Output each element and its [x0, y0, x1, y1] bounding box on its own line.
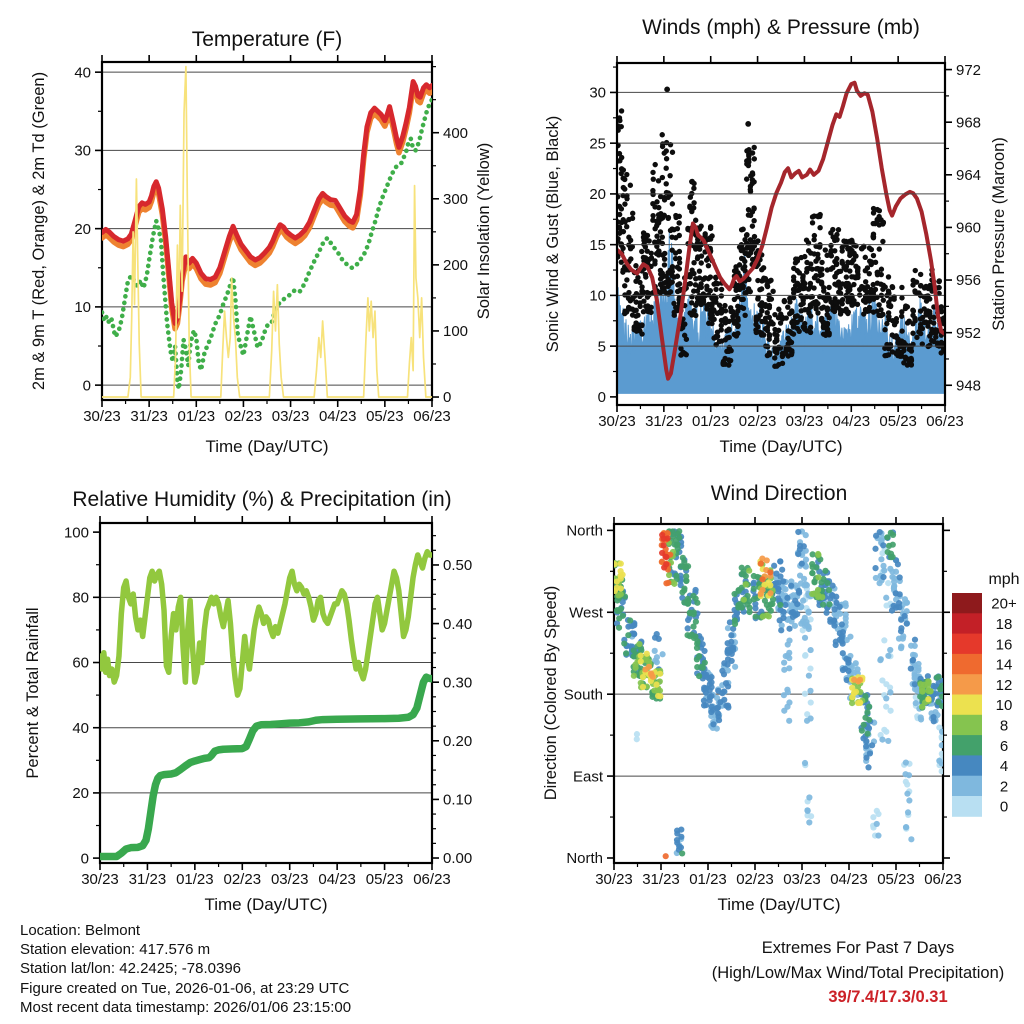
svg-text:02/23: 02/23: [738, 413, 777, 430]
svg-text:0.20: 0.20: [443, 732, 473, 750]
svg-text:300: 300: [443, 190, 469, 208]
svg-text:10: 10: [74, 299, 91, 317]
svg-text:2: 2: [999, 778, 1009, 796]
svg-text:60: 60: [72, 654, 89, 672]
recent-data-timestamp: Most recent data timestamp: 2026/01/06 23:15:00: [20, 998, 352, 1016]
svg-text:30: 30: [74, 142, 91, 160]
extremes-subheading: (High/Low/Max Wind/Total Precipitation): [711, 963, 1005, 982]
figure-created-timestamp: Figure created on Tue, 2026-01-06, at 23:29 UTC: [20, 979, 350, 997]
svg-text:0.10: 0.10: [443, 791, 473, 809]
svg-text:0.30: 0.30: [443, 674, 473, 692]
svg-text:0: 0: [597, 389, 606, 407]
svg-text:960: 960: [956, 219, 982, 237]
svg-text:05/23: 05/23: [879, 413, 917, 430]
svg-text:972: 972: [956, 61, 982, 79]
svg-text:06/23: 06/23: [413, 408, 451, 425]
svg-text:02/23: 02/23: [736, 871, 774, 888]
svg-text:968: 968: [956, 114, 982, 132]
station-info: [20, 921, 351, 1017]
svg-text:East: East: [572, 768, 603, 786]
svg-text:16: 16: [995, 636, 1013, 654]
extremes-summary: [648, 936, 1024, 1010]
svg-text:06/23: 06/23: [413, 871, 451, 888]
svg-text:North: North: [566, 522, 603, 540]
svg-text:04/23: 04/23: [832, 413, 871, 430]
winds-pressure-chart: [512, 0, 1024, 462]
svg-text:03/23: 03/23: [785, 413, 824, 430]
svg-text:12: 12: [995, 676, 1013, 694]
svg-text:25: 25: [589, 135, 606, 153]
svg-text:31/23: 31/23: [128, 871, 167, 888]
humidity-xlabel: Time (Day/UTC): [204, 895, 328, 914]
temperature-title: Temperature (F): [191, 28, 343, 51]
svg-text:30/23: 30/23: [83, 408, 121, 425]
svg-text:04/23: 04/23: [318, 871, 356, 888]
svg-text:4: 4: [999, 758, 1009, 776]
svg-text:964: 964: [956, 167, 982, 185]
svg-text:North: North: [566, 850, 603, 868]
svg-text:80: 80: [72, 589, 89, 607]
svg-text:06/23: 06/23: [926, 413, 964, 430]
winds-ylabel-left: Sonic Wind & Gust (Blue, Black): [544, 115, 562, 353]
temperature-ylabel-left: 2m & 9m T (Red, Orange) & 2m Td (Green): [30, 71, 48, 391]
svg-text:02/23: 02/23: [224, 408, 263, 425]
svg-text:05/23: 05/23: [365, 871, 404, 888]
svg-text:20: 20: [72, 785, 89, 803]
svg-text:01/23: 01/23: [691, 413, 730, 430]
svg-text:8: 8: [999, 717, 1009, 735]
svg-text:5: 5: [597, 338, 606, 356]
winds-title: Winds (mph) & Pressure (mb): [642, 16, 920, 39]
temperature-ylabel-right: Solar Insolation (Yellow): [475, 142, 493, 320]
svg-text:30/23: 30/23: [81, 871, 119, 888]
svg-text:10: 10: [995, 697, 1013, 715]
svg-text:04/23: 04/23: [318, 408, 357, 425]
svg-text:0.50: 0.50: [443, 557, 473, 575]
winds-ylabel-right: Station Pressure (Maroon): [990, 137, 1008, 331]
humidity-title: Relative Humidity (%) & Precipitation (in): [72, 488, 452, 511]
svg-text:04/23: 04/23: [830, 871, 868, 888]
svg-text:10: 10: [589, 287, 606, 305]
svg-text:400: 400: [443, 124, 469, 142]
svg-text:15: 15: [589, 236, 606, 254]
colorbar-title: mph: [988, 571, 1020, 588]
svg-text:18: 18: [995, 615, 1013, 633]
humidity-plot-area: [64, 516, 472, 888]
svg-text:South: South: [563, 686, 603, 704]
svg-text:0: 0: [443, 389, 452, 407]
svg-text:20+: 20+: [991, 595, 1017, 613]
svg-text:01/23: 01/23: [176, 871, 214, 888]
humidity-precip-chart: [0, 462, 512, 922]
temperature-plot-area: [74, 55, 468, 425]
svg-text:20: 20: [74, 220, 91, 238]
svg-text:03/23: 03/23: [270, 871, 309, 888]
svg-text:31/23: 31/23: [130, 408, 168, 425]
svg-text:100: 100: [443, 323, 469, 341]
extremes-heading: Extremes For Past 7 Days: [761, 939, 955, 957]
svg-text:6: 6: [999, 737, 1009, 755]
svg-text:05/23: 05/23: [366, 408, 404, 425]
temperature-chart: [0, 0, 512, 462]
station-latlon: Station lat/lon: 42.2425; -78.0396: [20, 960, 242, 978]
svg-text:0: 0: [80, 850, 89, 868]
svg-text:200: 200: [443, 257, 469, 275]
temperature-xlabel: Time (Day/UTC): [205, 437, 329, 456]
direction-xlabel: Time (Day/UTC): [717, 895, 841, 914]
svg-text:05/23: 05/23: [877, 871, 915, 888]
svg-text:31/23: 31/23: [645, 413, 683, 430]
winds-xlabel: Time (Day/UTC): [719, 437, 843, 456]
svg-text:956: 956: [956, 272, 982, 290]
svg-text:03/23: 03/23: [783, 871, 821, 888]
wind-direction-chart: [512, 462, 1024, 922]
svg-text:14: 14: [995, 656, 1013, 674]
svg-text:40: 40: [74, 64, 91, 82]
svg-text:948: 948: [956, 377, 982, 395]
station-elevation: Station elevation: 417.576 m: [20, 941, 211, 959]
svg-text:100: 100: [63, 524, 89, 542]
winds-plot-area: [589, 56, 981, 430]
svg-text:01/23: 01/23: [689, 871, 727, 888]
svg-text:02/23: 02/23: [223, 871, 262, 888]
svg-text:01/23: 01/23: [177, 408, 216, 425]
svg-text:952: 952: [956, 324, 982, 342]
svg-text:03/23: 03/23: [271, 408, 310, 425]
direction-plot-area: [564, 517, 962, 888]
svg-text:0.40: 0.40: [443, 615, 473, 633]
svg-text:31/23: 31/23: [642, 871, 680, 888]
svg-text:20: 20: [589, 186, 606, 204]
extremes-values: 39/7.4/17.3/0.31: [828, 988, 948, 1006]
speed-colorbar: [952, 593, 1017, 817]
svg-text:06/23: 06/23: [924, 871, 962, 888]
svg-text:0: 0: [82, 377, 91, 395]
svg-text:30: 30: [589, 84, 606, 102]
svg-text:0: 0: [999, 798, 1009, 816]
direction-title: Wind Direction: [710, 482, 848, 505]
svg-text:30/23: 30/23: [595, 871, 633, 888]
humidity-ylabel-left: Percent & Total Rainfall: [24, 607, 42, 779]
svg-text:West: West: [569, 604, 603, 622]
svg-text:0.00: 0.00: [443, 850, 473, 868]
station-location: Location: Belmont: [20, 922, 141, 939]
direction-ylabel-left: Direction (Colored By Speed): [542, 585, 560, 801]
svg-text:30/23: 30/23: [598, 413, 636, 430]
svg-text:40: 40: [72, 719, 89, 737]
